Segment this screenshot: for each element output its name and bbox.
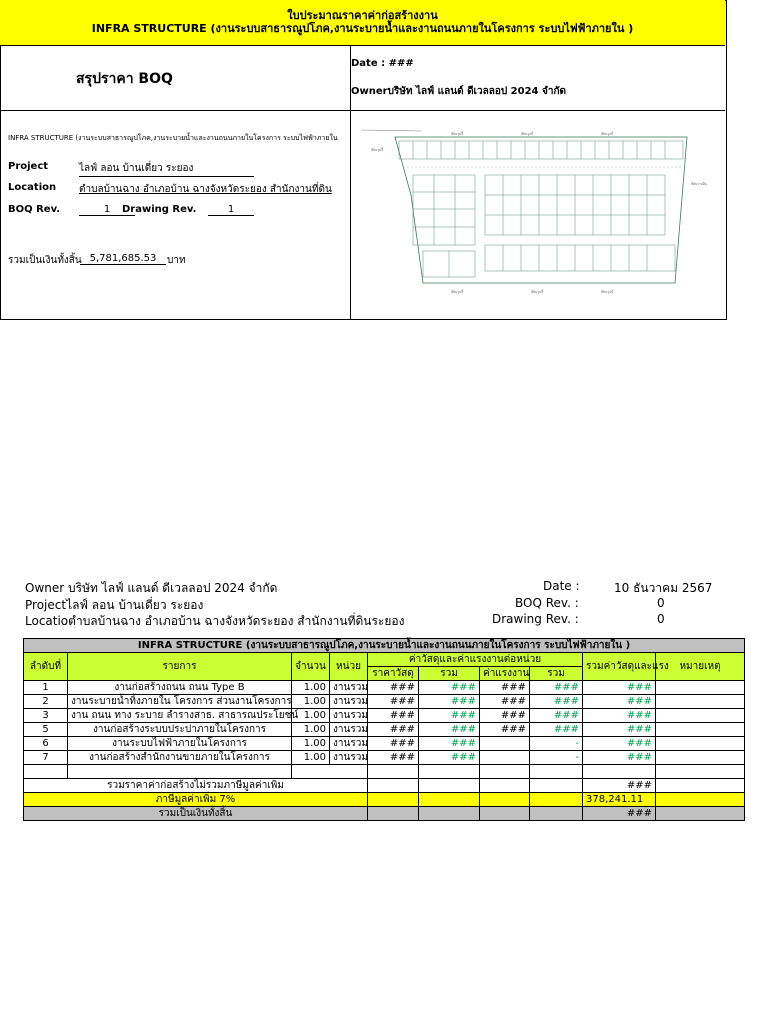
row-no: 1 [24, 681, 68, 695]
row-remark [656, 709, 745, 723]
row-no: 6 [24, 737, 68, 751]
row-material-unit: ### [368, 737, 419, 751]
cover-location-label: Location [8, 182, 57, 193]
cover-date: Date : ### [351, 58, 414, 69]
row-labor-unit: ### [480, 723, 530, 737]
row-item: งานก่อสร้างระบบประปาภายในโครงการ [68, 723, 292, 737]
cover-header [0, 0, 725, 46]
grand-total-value: ### [583, 807, 656, 821]
site-plan-cell [351, 111, 725, 319]
detail-location [25, 612, 404, 631]
cover-header-line2: INFRA STRUCTURE (งานระบบสาธารณูปโภค,งานระบายน้ำและงานถนนภายในโครงการ ระบบไฟฟ้าภายใน ) [91, 22, 634, 35]
row-unit: งานรวม [330, 681, 368, 695]
row-material-sum: ### [419, 695, 480, 709]
row-total: ### [583, 751, 656, 765]
row-total: ### [583, 695, 656, 709]
col-group-header: ค่าวัสดุและค่าแรงงานต่อหน่วย [368, 653, 583, 667]
vat-label: ภาษีมูลค่าเพิ่ม 7% [24, 793, 368, 807]
table-row [24, 723, 745, 737]
cover-location-value: ตำบลบ้านฉาง อำเภอบ้าน ฉางจังหวัดระยอง สำนักงานที่ดิน [79, 184, 332, 195]
row-qty: 1.00 [292, 709, 330, 723]
row-total: ### [583, 709, 656, 723]
row-total: ### [583, 723, 656, 737]
svg-text:ที่ดินรูปนี้: ที่ดินรูปนี้ [371, 148, 384, 152]
row-remark [656, 681, 745, 695]
svg-text:ที่ดินรูปนี้: ที่ดินรูปนี้ [451, 132, 464, 136]
table-row [24, 681, 745, 695]
col-labor-unit-header: ค่าแรงงาน [480, 667, 530, 681]
cover-boq-rev-label: BOQ Rev. [8, 204, 61, 215]
table-row [24, 751, 745, 765]
col-remark-header: หมายเหตุ [656, 653, 745, 681]
row-total: ### [583, 681, 656, 695]
row-unit: งานรวม [330, 751, 368, 765]
detail-location-value: ตำบลบ้านฉาง อำเภอบ้าน ฉางจังหวัดระยอง สำนักงานที่ดินระยอง [68, 614, 405, 628]
cover-title-cell [0, 46, 351, 111]
row-labor-sum: - [530, 737, 583, 751]
row-remark [656, 723, 745, 737]
table-row [24, 695, 745, 709]
subtotal-label: รวมราคาค่าก่อสร้างไม่รวมภาษีมูลค่าเพิ่ม [24, 779, 368, 793]
boq-summary-table [23, 638, 745, 821]
row-labor-unit: ### [480, 695, 530, 709]
row-material-unit: ### [368, 723, 419, 737]
row-no: 7 [24, 751, 68, 765]
row-item: งาน ถนน ทาง ระบาย ลำรางสาธ. สาธารณประโยชน์ [68, 709, 292, 723]
col-material-unit-header: ราคาวัสดุ [368, 667, 419, 681]
subtotal-row [24, 779, 745, 793]
cover-scope-text: INFRA STRUCTURE (งานระบบสาธารณูปโภค,งานระบายน้ำและงานถนนภายในโครงการ ระบบไฟฟ้าภายใน [8, 134, 338, 142]
row-no: 5 [24, 723, 68, 737]
cover-drawing-rev-label: Drawing Rev. [122, 204, 197, 215]
row-item: งานระบบไฟฟ้าภายในโครงการ [68, 737, 292, 751]
detail-drawing-rev-value: 0 [657, 612, 665, 626]
row-item: งานก่อสร้างถนน ถนน Type B [68, 681, 292, 695]
cover-header-line1: ใบประมาณราคาค่าก่อสร้างงาน [287, 9, 438, 22]
row-qty: 1.00 [292, 737, 330, 751]
row-labor-sum: - [530, 751, 583, 765]
col-qty-header: จำนวน [292, 653, 330, 681]
row-material-sum: ### [419, 723, 480, 737]
cover-info-cell [0, 111, 351, 319]
row-qty: 1.00 [292, 695, 330, 709]
detail-date-value: 10 ธันวาคม 2567 [614, 581, 713, 595]
row-labor-sum: ### [530, 695, 583, 709]
row-qty: 1.00 [292, 751, 330, 765]
row-unit: งานรวม [330, 723, 368, 737]
detail-boq-rev-label: BOQ Rev. : [515, 596, 579, 610]
detail-boq-rev-value: 0 [657, 596, 665, 610]
row-item: งานระบายน้ำทิ้งภายใน โครงการ ส่วนงานโครงการ [68, 695, 292, 709]
row-no: 2 [24, 695, 68, 709]
svg-text:ที่ดินรูปนี้: ที่ดินรูปนี้ [601, 290, 614, 294]
cover-boq-rev-value: 1 [79, 204, 135, 216]
row-labor-unit: ### [480, 709, 530, 723]
cover-owner [351, 84, 566, 99]
site-layout-plan-image [351, 111, 725, 319]
row-remark [656, 751, 745, 765]
row-material-sum: ### [419, 681, 480, 695]
vat-row [24, 793, 745, 807]
cover-project-value: ไลฟ์ ลอน บ้านเดี่ยว ระยอง [79, 161, 254, 177]
row-labor-unit: ### [480, 681, 530, 695]
table-header-row [24, 653, 745, 667]
svg-text:ที่ดินรายอื่น: ที่ดินรายอื่น [691, 182, 707, 186]
subtotal-value: ### [583, 779, 656, 793]
row-total: ### [583, 737, 656, 751]
detail-project-label: Project [25, 598, 67, 612]
row-labor-unit [480, 737, 530, 751]
table-title: INFRA STRUCTURE (งานระบบสาธารณูปโภค,งานระบายน้ำและงานถนนภายในโครงการ ระบบไฟฟ้าภายใน ) [24, 639, 745, 653]
detail-location-label: Locatio [25, 614, 69, 628]
row-material-unit: ### [368, 751, 419, 765]
cover-owner-value: บริษัท ไลฟ์ แลนด์ ดีเวลลอป 2024 จำกัด [387, 86, 567, 97]
cover-project-label: Project [8, 161, 49, 172]
row-labor-unit [480, 751, 530, 765]
cover-drawing-rev-value: 1 [208, 204, 254, 216]
cover-owner-label: Owner [351, 86, 388, 97]
row-no: 3 [24, 709, 68, 723]
vat-value: 378,241.11 [583, 793, 656, 807]
row-labor-sum: ### [530, 709, 583, 723]
svg-text:ที่ดินรูปนี้: ที่ดินรูปนี้ [601, 132, 614, 136]
row-material-unit: ### [368, 695, 419, 709]
table-title-row [24, 639, 745, 653]
detail-owner-label: Owner [25, 581, 65, 595]
detail-owner-value: บริษัท ไลฟ์ แลนด์ ดีเวลลอป 2024 จำกัด [68, 581, 278, 595]
cover-date-owner-cell [351, 46, 725, 111]
detail-date-label: Date : [543, 579, 580, 593]
detail-project-value: ไลฟ์ ลอน บ้านเดี่ยว ระยอง [66, 598, 204, 612]
row-item: งานก่อสร้างสำนักงานขายภายในโครงการ [68, 751, 292, 765]
row-material-unit: ### [368, 681, 419, 695]
row-qty: 1.00 [292, 723, 330, 737]
col-total-header: รวมค่าวัสดุและแรง [583, 653, 656, 681]
col-material-sum-header: รวม [419, 667, 480, 681]
grand-total-label: รวมเป็นเงินทั้งสิ้น [24, 807, 368, 821]
cover-title: สรุปราคา BOQ [76, 71, 173, 87]
col-labor-sum-header: รวม [530, 667, 583, 681]
row-qty: 1.00 [292, 681, 330, 695]
row-unit: งานรวม [330, 709, 368, 723]
table-row [24, 709, 745, 723]
cover-total-value: 5,781,685.53 [80, 253, 166, 265]
cover-total-unit: บาท [167, 255, 186, 266]
table-row-empty [24, 765, 745, 779]
svg-text:ที่ดินรูปนี้: ที่ดินรูปนี้ [451, 290, 464, 294]
cover-total-label: รวมเป็นเงินทั้งสิ้น [8, 255, 82, 266]
row-unit: งานรวม [330, 737, 368, 751]
col-unit-header: หน่วย [330, 653, 368, 681]
row-labor-sum: ### [530, 723, 583, 737]
col-no-header: ลำดับที่ [24, 653, 68, 681]
row-remark [656, 695, 745, 709]
table-row [24, 737, 745, 751]
svg-text:ที่ดินรูปนี้: ที่ดินรูปนี้ [531, 290, 544, 294]
boq-cover-sheet [0, 0, 727, 320]
row-material-unit: ### [368, 709, 419, 723]
detail-drawing-rev-label: Drawing Rev. : [492, 612, 579, 626]
row-labor-sum: ### [530, 681, 583, 695]
row-material-sum: ### [419, 751, 480, 765]
row-unit: งานรวม [330, 695, 368, 709]
row-material-sum: ### [419, 709, 480, 723]
row-material-sum: ### [419, 737, 480, 751]
col-item-header: รายการ [68, 653, 292, 681]
row-remark [656, 737, 745, 751]
svg-text:ที่ดินรูปนี้: ที่ดินรูปนี้ [521, 132, 534, 136]
grand-total-row [24, 807, 745, 821]
